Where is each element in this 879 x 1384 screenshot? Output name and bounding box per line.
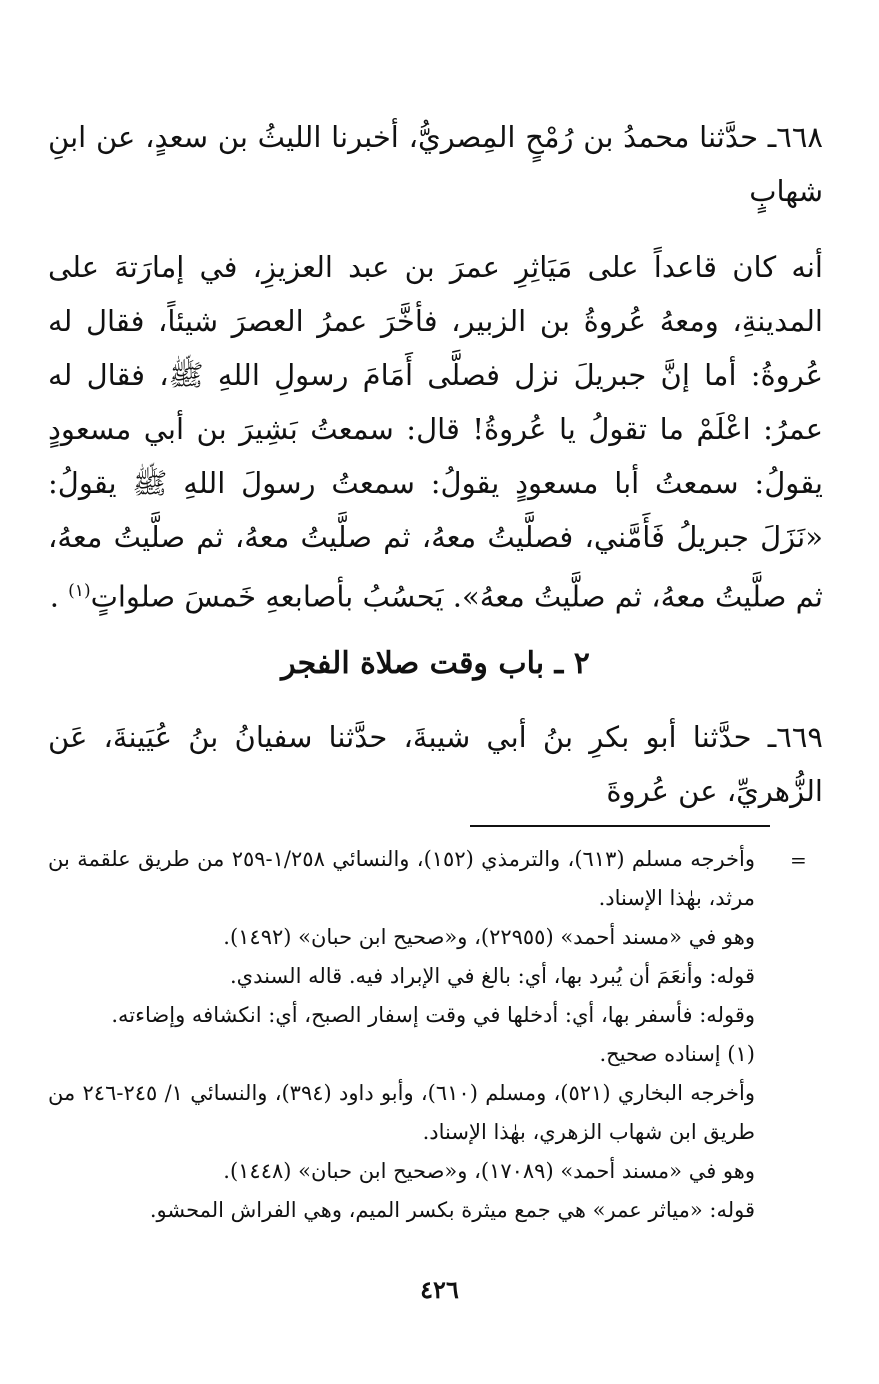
- footnote-line: قوله: «مياثر عمر» هي جمع ميثرة بكسر الميم، وهي الفراش المحشو.: [149, 1198, 755, 1222]
- hadith-668-matn: [48, 240, 823, 624]
- hadith-668-isnad-text: ٦٦٨ـ حدَّثنا محمدُ بن رُمْحٍ المِصريُّ، أخبرنا الليثُ بن سعدٍ، عن ابنِ شهابٍ: [48, 120, 823, 208]
- page-number: ٤٢٦: [420, 1275, 459, 1304]
- footnote-line: وهو في «مسند أحمد» (١٧٠٨٩)، و«صحيح ابن حبان» (١٤٤٨).: [223, 1159, 755, 1183]
- footnote-ref-1: (١): [68, 581, 91, 601]
- footnote-line: وهو في «مسند أحمد» (٢٢٩٥٥)، و«صحيح ابن حبان» (١٤٩٢).: [223, 925, 755, 949]
- footnote-line: وقوله: فأسفر بها، أي: أدخلها في وقت إسفار الصبح، أي: انكشافه وإضاءته.: [111, 1003, 755, 1027]
- hadith-668-isnad: [48, 110, 823, 218]
- footnote-line: وأخرجه البخاري (٥٢١)، ومسلم (٦١٠)، وأبو داود (٣٩٤)، والنسائي ١/ ٢٤٥-٢٤٦ من طريق ابن شهاب الزهري، بهٰذا الإسناد.: [48, 1081, 755, 1144]
- footnote-1-label: (١) إسناده صحيح.: [599, 1042, 755, 1066]
- hadith-669: [48, 710, 823, 818]
- hadith-669-text: ٦٦٩ـ حدَّثنا أبو بكرِ بنُ أبي شيبةَ، حدَّثنا سفيانُ بنُ عُيَينةَ، عَن الزُّهريِّ، عن عُروةَ: [48, 720, 823, 808]
- footnotes-section: [48, 840, 800, 1230]
- hadith-668-matn-text: أنه كان قاعداً على مَيَاثِرِ عمرَ بن عبد العزيزِ، في إمارَتهَ على المدينةِ، ومعهُ عُروةُ بن الزبير، فأخَّرَ عمرُ العصرَ شيئاً، فقال له عُروةُ: أما إنَّ جبريلَ نزل فصلَّى أَمَامَ رسولِ اللهِ ﷺ، فقال له عمرُ: اعْلَمْ ما تقولُ يا عُروةُ! قال: سمعتُ بَشِيرَ بن أبي مسعودٍ يقولُ: سمعتُ أبا مسعودٍ يقولُ: سمعتُ رسولَ اللهِ ﷺ يقولُ: «نَزَلَ جبريلُ فَأَمَّني، فصلَّيتُ معهُ، ثم صلَّيتُ معهُ، ثم صلَّيتُ معهُ، ثم صلَّيتُ معهُ، ثم صلَّيتُ معهُ». يَحسُبُ بأصابعهِ خَمسَ صلواتٍ: [48, 250, 823, 614]
- footnote-divider: [470, 825, 770, 827]
- footnote-line: قوله: وأنعَمَ أن يُبرد بها، أي: بالغ في الإبراد فيه. قاله السندي.: [229, 964, 755, 988]
- hadith-668-end-mark: .: [49, 579, 59, 614]
- chapter-heading: ٢ ـ باب وقت صلاة الفجر: [281, 646, 590, 681]
- footnote-continuation-mark: =: [790, 848, 807, 872]
- footnote-line: وأخرجه مسلم (٦١٣)، والترمذي (١٥٢)، والنسائي ١/٢٥٨-٢٥٩ من طريق علقمة بن مرثد، بهٰذا الإسناد.: [48, 847, 755, 910]
